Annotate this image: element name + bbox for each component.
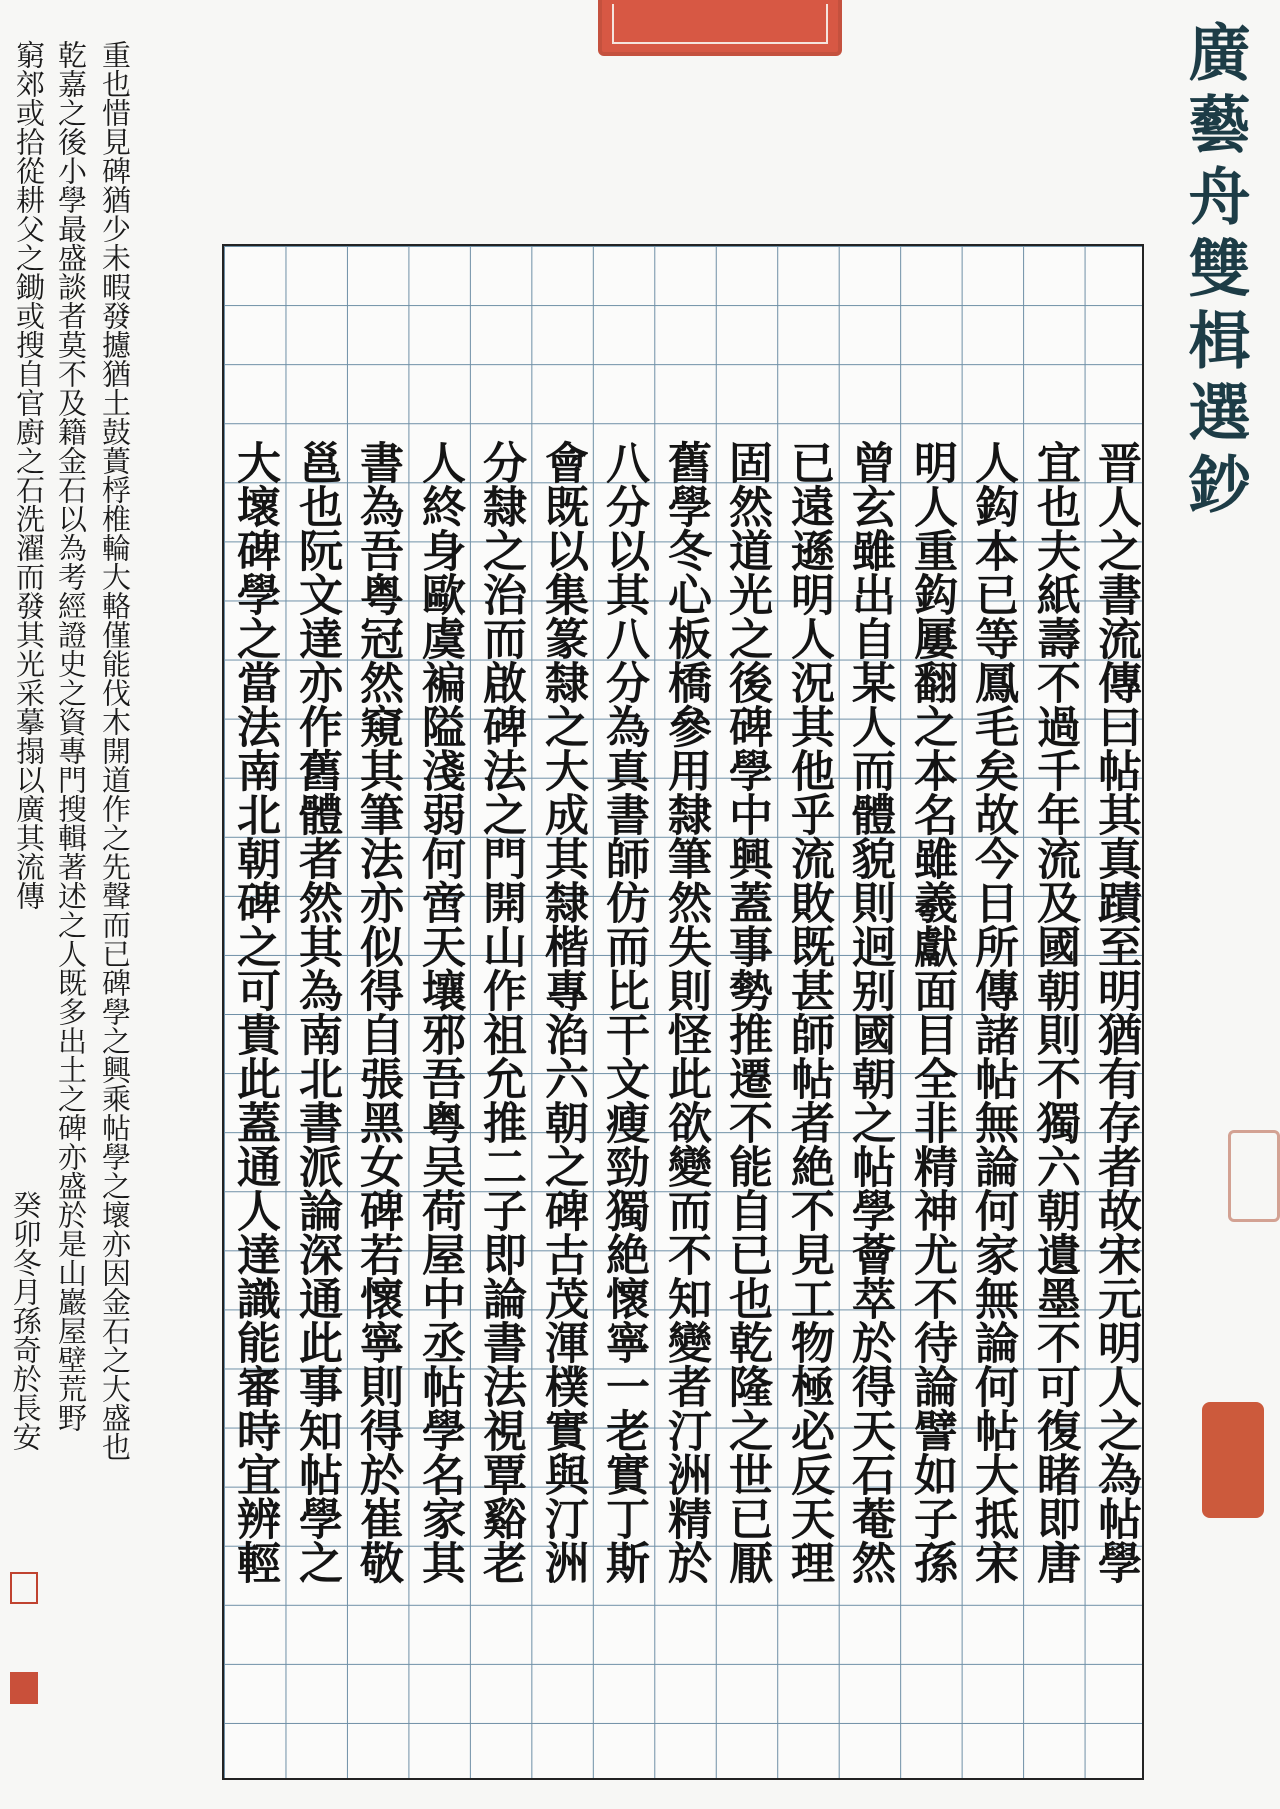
main-column: 邕也阮文達亦作舊體者然其為南北書派論深通此事知帖學之 [291,440,342,1584]
main-column: 已遠遜明人況其他乎流敗既甚師帖者絶不見工物極必反天理 [783,440,834,1584]
main-column: 舊學冬心板橋參用隸筆然失則怪此欲變而不知變者汀洲精於 [660,440,711,1584]
main-column: 明人重鈎屢翻之本名雖羲獻面目全非精神尤不待論譬如子孫 [906,440,957,1584]
title: 廣藝舟雙楫選鈔 [1178,20,1251,524]
main-column: 分隸之治而啟碑法之門開山作祖允推二子即論書法視覃谿老 [475,440,526,1584]
postscript-column: 乾嘉之後小學最盛談者莫不及籍金石以為考經證史之資專門搜輯著述之人既多出土之碑亦盛於是山巖屋壁荒野 [54,40,88,1432]
main-column: 固然道光之後碑學中興蓋事勢推遷不能自已也乾隆之世已厭 [721,440,772,1584]
main-column: 曾玄雖出自某人而體貌則迥别國朝之帖學薈萃於得天石菴然 [844,440,895,1584]
postscript-column: 重也惜見碑猶少未暇發攄猶土鼓蕢桴椎輪大輅僅能伐木開道作之先聲而已碑學之興乘帖學之壞亦因金石之大盛也 [98,40,132,1461]
top-seal-stamp [598,0,842,56]
name-seal-stamp [1202,1402,1264,1518]
main-column: 八分以其八分為真書師仿而比干文瘦勁獨絶懷寧一老實丁斯 [598,440,649,1584]
side-seal-stamp [1228,1130,1280,1222]
postscript-column: 窮郊或拾從耕父之鋤或搜自官廚之石洗濯而發其光采摹搨以廣其流傳 [12,40,46,910]
small-seal-stamp [10,1672,38,1704]
signature-date: 癸卯冬月孫奇於長安 [8,1190,43,1451]
main-column: 人終身歐虞褊隘淺弱何啻天壤邪吾粤吴荷屋中丞帖學名家其 [414,440,465,1584]
main-column: 宜也夫紙壽不過千年流及國朝則不獨六朝遺墨不可復睹即唐 [1029,440,1080,1584]
main-column: 晋人之書流傳曰帖其真蹟至明猶有存者故宋元明人之為帖學 [1090,440,1141,1584]
main-column: 人鈎本已等鳳毛矣故今日所傳諸帖無論何家無論何帖大抵宋 [967,440,1018,1584]
small-seal-stamp [10,1572,38,1604]
main-column: 大壞碑學之當法南北朝碑之可貴此蓋通人達識能審時宜辨輕 [229,440,280,1584]
main-column: 書為吾粤冠然窺其筆法亦似得自張黑女碑若懷寧則得於崔敬 [352,440,403,1584]
main-column: 會既以集篆隸之大成其隸楷專淊六朝之碑古茂渾樸實與汀洲 [537,440,588,1584]
